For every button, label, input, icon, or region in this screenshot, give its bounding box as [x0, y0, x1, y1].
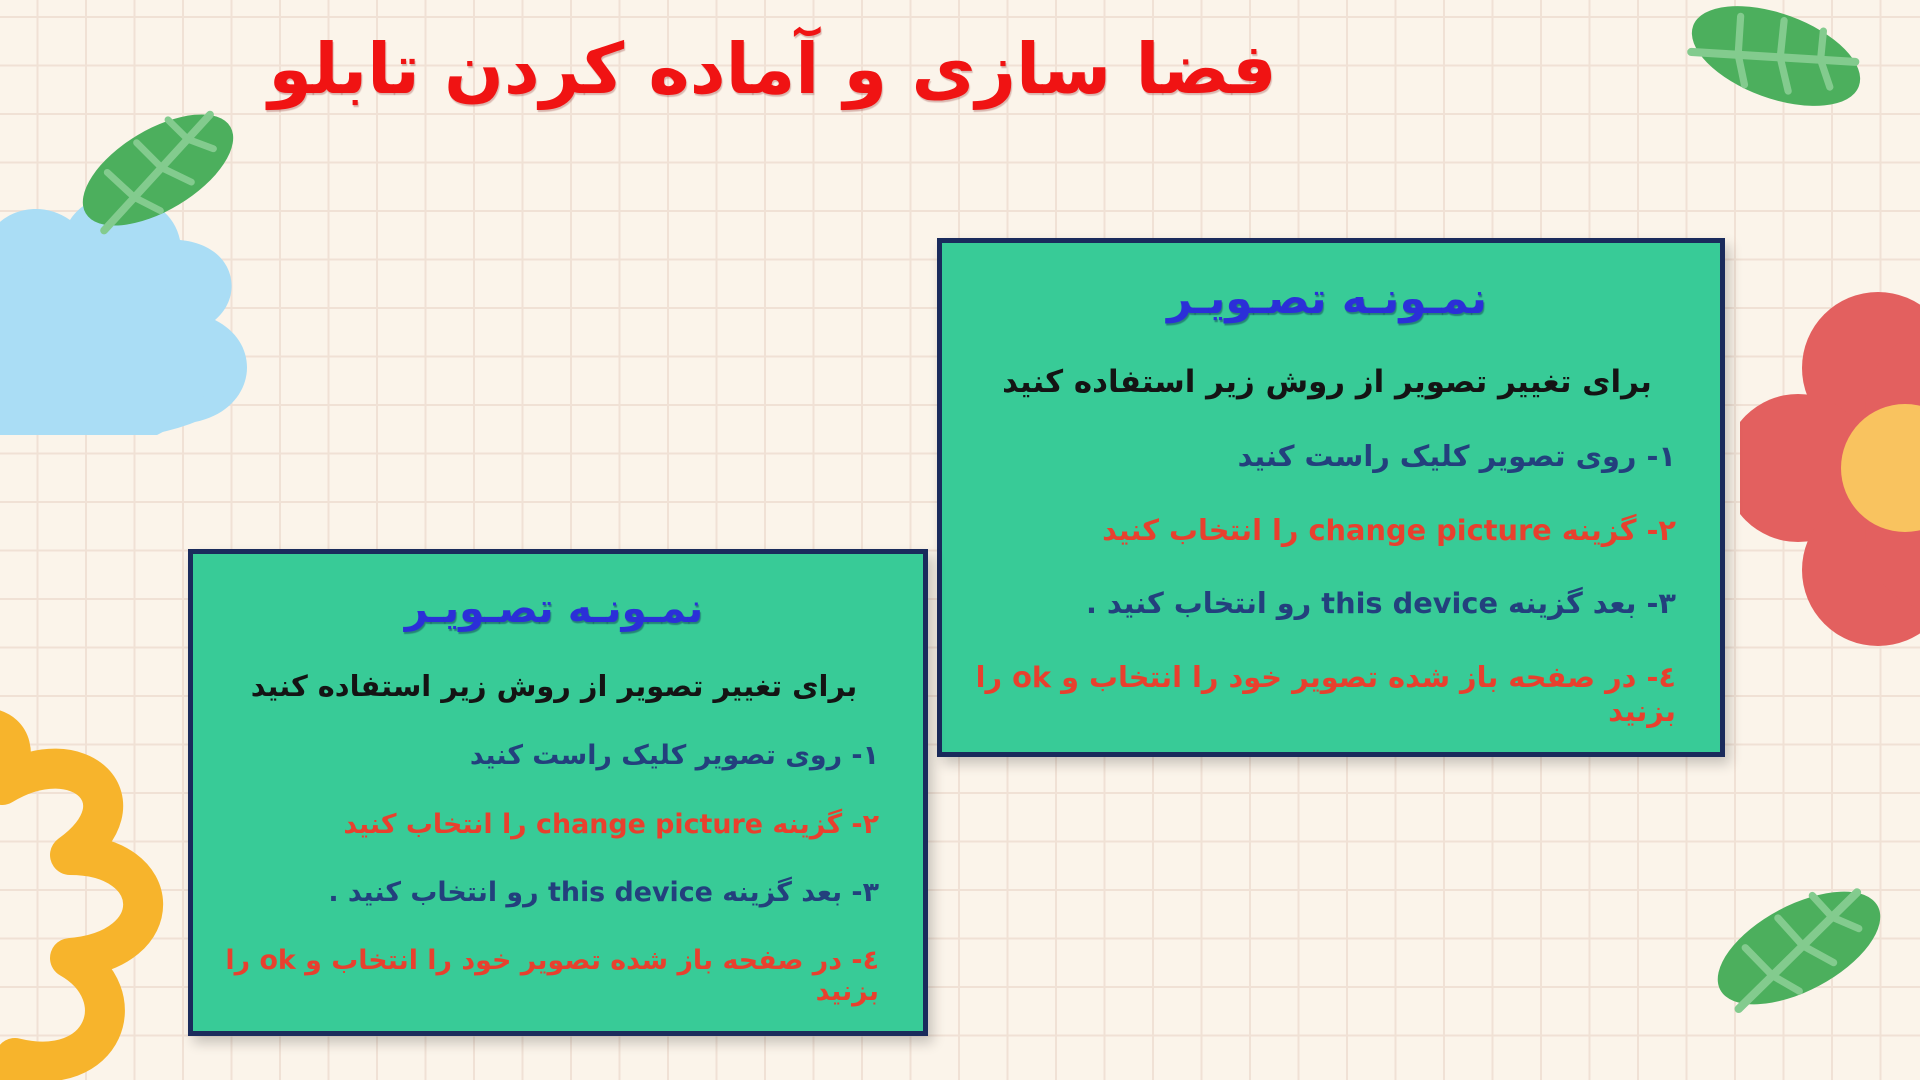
cloud-icon — [0, 160, 265, 435]
flower-icon — [1740, 288, 1920, 648]
leaf-icon — [60, 85, 257, 256]
instruction-step-3: ۳- بعد گزینه this device رو انتخاب کنید . — [328, 876, 879, 908]
slide-title: فضا سازی و آماده کردن تابلو — [268, 28, 1277, 110]
sample-image-box-right — [937, 238, 1725, 757]
leaf-icon — [1675, 0, 1877, 132]
instruction-step-2: ۲- گزینه change picture را انتخاب کنید — [343, 808, 879, 840]
instruction-step-1: ۱- روی تصویر کلیک راست کنید — [469, 740, 879, 772]
instruction-step-3: ۳- بعد گزینه this device رو انتخاب کنید . — [1085, 586, 1676, 621]
box-subtitle: برای تغییر تصویر از روش زیر استفاده کنید — [1002, 363, 1652, 400]
instruction-step-1: ۱- روی تصویر کلیک راست کنید — [1237, 439, 1676, 474]
instruction-step-4: ٤- در صفحه باز شده تصویر خود را انتخاب و ok را بزنید — [225, 945, 879, 1007]
instruction-step-2: ۲- گزینه change picture را انتخاب کنید — [1102, 512, 1676, 547]
squiggle-flower-icon — [0, 690, 195, 1080]
box-heading: نمـونـه تصـویـر — [404, 584, 704, 633]
leaf-icon — [1695, 861, 1903, 1035]
sample-image-box-left — [188, 549, 928, 1036]
box-subtitle: برای تغییر تصویر از روش زیر استفاده کنید — [250, 669, 858, 704]
box-heading: نمـونـه تصـویـر — [1167, 273, 1487, 324]
instruction-step-4: ٤- در صفحه باز شده تصویر خود را انتخاب و ok را بزنید — [975, 660, 1676, 728]
